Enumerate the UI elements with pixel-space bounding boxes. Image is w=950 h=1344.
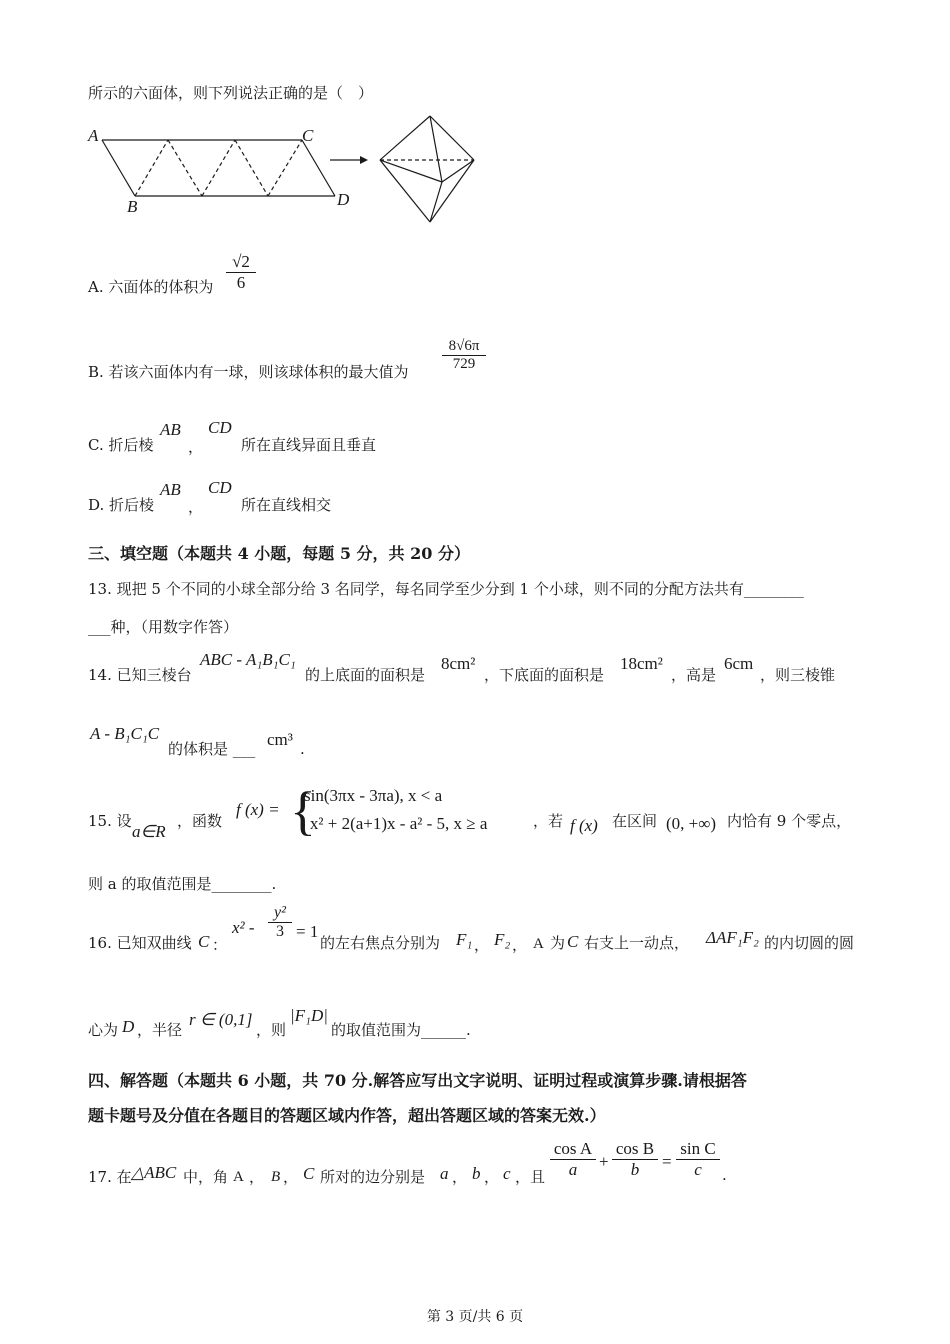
net-left-edge	[102, 140, 135, 196]
q16-distance: |F₁D|	[290, 1006, 328, 1025]
label-a: A	[88, 126, 99, 145]
q14-prefix: 14. 已知三棱台	[88, 666, 192, 684]
q16-branch-text: 右支上一动点，	[584, 934, 690, 952]
q17-mid: 中，角	[183, 1168, 229, 1186]
section-4-heading-line2: 题卡题号及分值在各题目的答题区域内作答，超出答题区域的答案无效.）	[88, 1106, 606, 1125]
section-4-heading-line1: 四、解答题（本题共 6 小题，共 70 分.解答应写出文字说明、证明过程或演算步骤.请根据答	[88, 1071, 747, 1090]
q16-f2: F₂	[494, 930, 511, 949]
q17-denominator-1: a	[550, 1159, 596, 1180]
arrow-head	[360, 156, 368, 164]
option-b-denominator: 729	[442, 355, 486, 373]
label-d: D	[337, 190, 350, 209]
question-intro: 所示的六面体，则下列说法正确的是（ ）	[88, 84, 374, 102]
q16-foci-text: 的左右焦点分别为	[320, 934, 441, 952]
q16-circle-text: 的内切圆的圆	[764, 934, 855, 952]
q14-top-area: 8cm²	[441, 654, 476, 673]
q16-denominator: 3	[268, 922, 292, 941]
q16-eq-x: x² -	[232, 918, 255, 937]
q17-fraction-2	[612, 1139, 658, 1180]
option-a-fraction	[226, 252, 256, 293]
q17-triangle: △ABC	[131, 1163, 177, 1182]
q17-comma-3: ，	[452, 1168, 468, 1186]
option-a-numerator: √2	[232, 252, 250, 271]
q15-case-2: - x² + 2(a+1)x - a² - 5, x ≥ a	[300, 814, 488, 833]
q17-numerator-2: cos B	[615, 1139, 655, 1158]
q15-function-text: ，函数	[177, 812, 223, 830]
q15-zeros-text: 内恰有 9 个零点，	[727, 812, 852, 830]
option-c-ab: AB	[160, 420, 181, 439]
q17-and: ，且	[515, 1168, 546, 1186]
q14-bottom-area: 18cm²	[620, 654, 663, 673]
option-d-cd: CD	[208, 478, 232, 497]
q17-side-b: b	[472, 1164, 481, 1183]
q17-fraction-3	[676, 1139, 720, 1180]
q17-comma-2: ，	[283, 1168, 299, 1186]
q16-numerator: y²	[274, 904, 286, 921]
q15-if-text: ，若	[533, 812, 564, 830]
q17-comma-4: ，	[484, 1168, 500, 1186]
q13-line1: 13. 现把 5 个不同的小球全部分给 3 名同学，每名同学至少分到 1 个小球，则不同的分配方法共有________	[88, 580, 804, 598]
option-c-suffix: 所在直线异面且垂直	[241, 436, 377, 454]
q16-wei: 为	[550, 934, 566, 952]
q16-prefix: 16. 已知双曲线	[88, 934, 192, 952]
q17-angle-a: A	[233, 1169, 244, 1185]
option-c-comma: ，	[188, 438, 204, 456]
q17-numerator-3: sin C	[680, 1139, 716, 1158]
q16-curve: C	[198, 932, 210, 951]
q17-comma-1: ，	[249, 1168, 265, 1186]
q16-radius-text: ，半径	[137, 1021, 183, 1039]
q17-denominator-2: b	[612, 1159, 658, 1180]
q17-fraction-1	[550, 1139, 596, 1180]
q16-l2-tail: 的取值范围为______.	[331, 1021, 471, 1039]
option-c-prefix: C. 折后棱	[88, 436, 154, 454]
q13-line2: ___种，（用数字作答）	[88, 618, 239, 636]
option-d-suffix: 所在直线相交	[241, 496, 332, 514]
section-3-heading: 三、填空题（本题共 4 小题，每题 5 分，共 20 分）	[88, 544, 470, 563]
q15-interval-text: 在区间	[612, 812, 658, 830]
q17-equals: =	[662, 1152, 672, 1171]
q16-eq-rhs: = 1	[296, 922, 319, 941]
q16-radius: r ∈ (0,1]	[189, 1010, 253, 1029]
q14-top-text: 的上底面的面积是	[305, 666, 426, 684]
q16-l2-prefix: 心为	[88, 1021, 119, 1039]
q15-brace: {	[290, 781, 316, 841]
q16-fraction	[268, 904, 292, 941]
q15-condition: a∈R	[132, 822, 166, 841]
q15-prefix: 15. 设	[88, 812, 132, 830]
option-a-text: A. 六面体的体积为	[88, 278, 214, 296]
q16-curve-2: C	[567, 932, 579, 951]
q14-tail: ，则三棱锥	[760, 666, 836, 684]
q17-numerator-1: cos A	[553, 1139, 593, 1158]
q16-comma-1: ，	[474, 936, 490, 954]
q16-triangle: ΔAF₁F₂	[706, 928, 759, 947]
q16-point: A	[533, 936, 544, 952]
q17-side-a: a	[440, 1164, 449, 1183]
option-d-prefix: D. 折后棱	[88, 496, 155, 514]
q15-fx-2: f (x)	[570, 816, 598, 835]
net-right-edge	[302, 140, 335, 196]
q14-volume-text: 的体积是 ___	[168, 740, 256, 758]
q17-side-c: c	[503, 1164, 511, 1183]
q16-f1: F₁	[456, 930, 473, 949]
hexahedron-figure	[80, 110, 500, 230]
option-d-ab: AB	[160, 480, 181, 499]
q17-sides-text: 所对的边分别是	[320, 1168, 426, 1186]
q15-case-1: sin(3πx - 3πa), x < a	[304, 786, 443, 805]
q16-center: D	[122, 1017, 135, 1036]
q14-unit: cm³	[267, 730, 293, 749]
option-b-numerator: 8√6π	[448, 338, 480, 354]
q14-bottom-text: ，下底面的面积是	[484, 666, 605, 684]
q17-angle-b: B	[271, 1169, 281, 1185]
option-b-text: B. 若该六面体内有一球，则该球体积的最大值为	[88, 363, 409, 381]
label-b: B	[127, 197, 138, 216]
label-c: C	[302, 126, 314, 145]
q14-height-text: ，高是	[671, 666, 717, 684]
option-b-fraction	[442, 338, 486, 373]
option-d-comma: ，	[188, 498, 204, 516]
q17-prefix: 17. 在	[88, 1168, 132, 1186]
q15-line2: 则 a 的取值范围是________.	[88, 875, 277, 893]
q17-end: .	[722, 1166, 727, 1184]
q16-then-text: ，则	[256, 1021, 287, 1039]
option-c-cd: CD	[208, 418, 232, 437]
q17-plus: +	[599, 1152, 609, 1171]
page-footer: 第 3 页/共 6 页	[426, 1309, 524, 1325]
q17-angle-c: C	[303, 1164, 315, 1183]
q16-comma-2: ，	[512, 936, 528, 954]
option-a-denominator: 6	[226, 272, 256, 293]
q14-solid: ABC - A₁B₁C₁	[200, 650, 296, 669]
q15-interval: (0, +∞)	[666, 814, 717, 833]
q16-colon: ：	[212, 936, 228, 954]
q14-height: 6cm	[724, 654, 754, 673]
q14-end: .	[300, 740, 305, 758]
q17-denominator-3: c	[676, 1159, 720, 1180]
q14-pyramid: A - B₁C₁C	[90, 724, 160, 743]
q15-fx: f (x) =	[236, 800, 280, 819]
